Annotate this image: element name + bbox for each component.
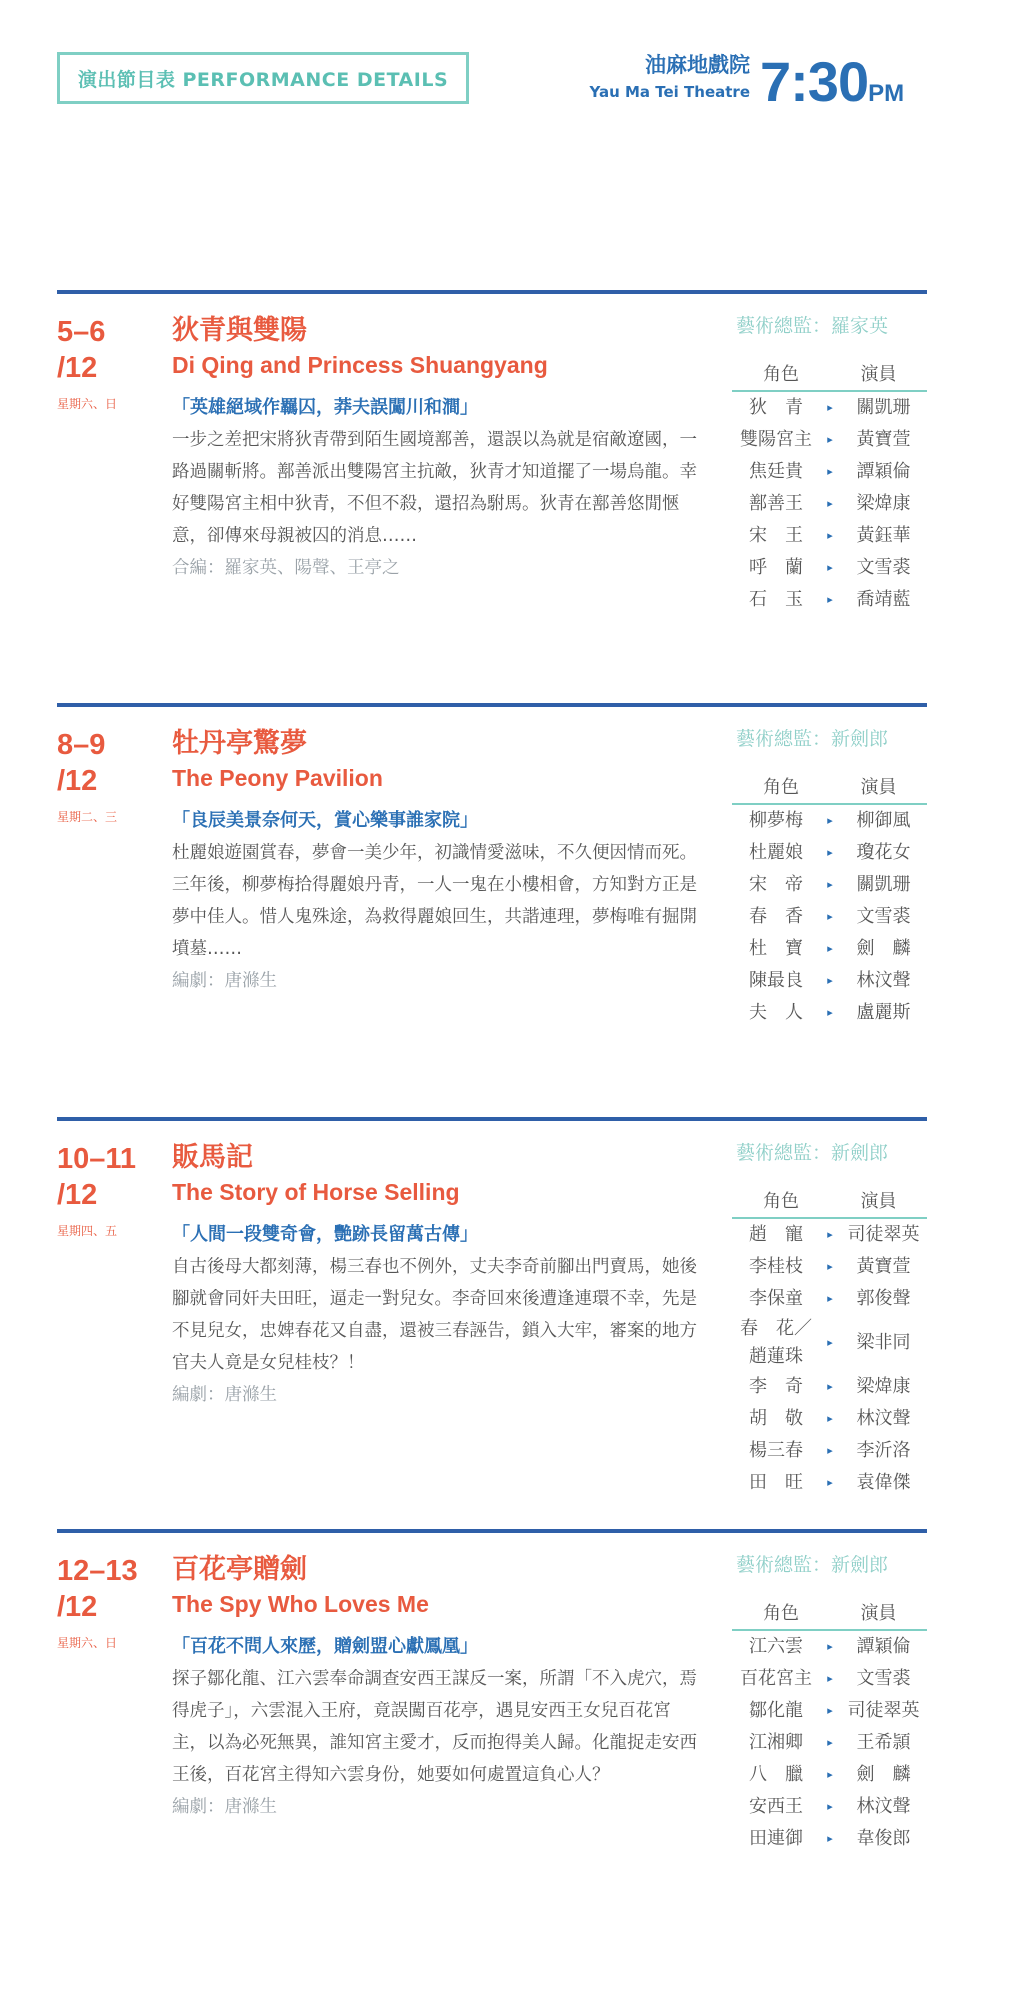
arrow-icon: ▸ xyxy=(827,878,833,891)
synopsis-text: 杜麗娘遊園賞春，夢會一美少年，初識情愛滋味，不久便因情而死。三年後，柳夢梅拾得麗娘丹青，一人一鬼在小樓相會，方知對方正是夢中佳人。惜人鬼殊途，為救得麗娘回生，共諧連理，夢梅唯有掘開墳墓…… xyxy=(172,843,697,959)
cast-actor: 司徒翠英 xyxy=(847,1224,920,1245)
cast-row xyxy=(732,488,927,520)
cast-actor: 劍 麟 xyxy=(856,1764,911,1785)
date-days: 12–13 xyxy=(57,1555,138,1587)
date-month: /12 xyxy=(57,352,98,384)
arrow-icon: ▸ xyxy=(827,1704,833,1717)
tagline: 「英雄絕域作羈囚，莽夫誤闖川和澗」 xyxy=(172,397,478,418)
performance-section xyxy=(57,1529,927,1849)
performance-date xyxy=(57,727,105,799)
weekday-label: 星期六、日 xyxy=(57,397,118,411)
cast-actor: 梁煒康 xyxy=(856,493,911,514)
section-divider xyxy=(57,290,927,294)
arrow-icon: ▸ xyxy=(827,593,833,606)
cast-header-actor: 演員 xyxy=(860,364,897,385)
artistic-director: 藝術總監：羅家英 xyxy=(735,315,888,337)
cast-row xyxy=(732,1631,927,1663)
cast-actor: 黃寶萱 xyxy=(856,429,911,450)
performance-date xyxy=(57,314,105,386)
cast-actor: 林汶聲 xyxy=(856,1796,911,1817)
cast-role: 李保童 xyxy=(749,1288,803,1309)
cast-role: 杜麗娘 xyxy=(749,842,803,863)
title-english: Di Qing and Princess Shuangyang xyxy=(172,352,548,378)
title-english: The Peony Pavilion xyxy=(172,765,383,791)
cast-actor: 盧麗斯 xyxy=(856,1002,911,1023)
cast-role: 百花宮主 xyxy=(740,1668,812,1689)
cast-row xyxy=(732,869,927,901)
cast-actor: 司徒翠英 xyxy=(847,1700,920,1721)
venue-name-en: Yau Ma Tei Theatre xyxy=(589,83,750,101)
cast-actor: 文雪裘 xyxy=(856,1668,911,1689)
cast-actor: 黃鈺華 xyxy=(856,525,911,546)
arrow-icon: ▸ xyxy=(827,465,833,478)
arrow-icon: ▸ xyxy=(827,1672,833,1685)
cast-row xyxy=(732,1823,927,1855)
cast-role: 呼 蘭 xyxy=(749,557,803,578)
arrow-icon: ▸ xyxy=(827,1260,833,1273)
cast-actor: 譚穎倫 xyxy=(856,461,911,482)
venue-name-zh: 油麻地戲院 xyxy=(645,53,750,77)
arrow-icon: ▸ xyxy=(827,401,833,414)
performance-section xyxy=(57,703,927,1023)
cast-actor: 瓊花女 xyxy=(856,842,911,863)
cast-header-role: 角色 xyxy=(763,1603,799,1624)
date-days: 5–6 xyxy=(57,316,106,348)
date-month: /12 xyxy=(57,1591,98,1623)
cast-role: 夫 人 xyxy=(749,1002,803,1023)
cast-header-actor: 演員 xyxy=(860,1191,897,1212)
cast-row xyxy=(732,1467,927,1499)
cast-role: 雙陽宮主 xyxy=(740,429,812,450)
cast-actor: 梁煒康 xyxy=(856,1376,911,1397)
cast-actor: 韋俊郎 xyxy=(856,1828,911,1849)
cast-row xyxy=(732,1315,927,1371)
cast-header xyxy=(732,360,927,392)
cast-actor: 黃寶萱 xyxy=(856,1256,911,1277)
artistic-director: 藝術總監：新劍郎 xyxy=(735,728,888,750)
cast-row xyxy=(732,424,927,456)
cast-actor: 關凱珊 xyxy=(856,874,911,895)
cast-row xyxy=(732,837,927,869)
arrow-icon: ▸ xyxy=(827,1412,833,1425)
cast-table xyxy=(732,1187,927,1499)
cast-actor: 林汶聲 xyxy=(856,1408,911,1429)
performance-date xyxy=(57,1141,136,1213)
cast-header-actor: 演員 xyxy=(860,1603,897,1624)
cast-actor: 譚穎倫 xyxy=(856,1636,911,1657)
cast-header-role: 角色 xyxy=(763,777,799,798)
cast-role: 安西王 xyxy=(749,1796,803,1817)
synopsis xyxy=(172,1251,702,1411)
arrow-icon: ▸ xyxy=(827,1444,833,1457)
cast-row xyxy=(732,1283,927,1315)
cast-actor: 劍 麟 xyxy=(856,938,911,959)
cast-actor: 文雪裘 xyxy=(856,906,911,927)
cast-role: 八 臘 xyxy=(749,1764,803,1785)
cast-role: 陳最良 xyxy=(749,970,803,991)
writer-credit: 編劇：唐滌生 xyxy=(172,1385,277,1405)
cast-row xyxy=(732,1403,927,1435)
tagline: 「人間一段雙奇會，艷跡長留萬古傳」 xyxy=(172,1224,478,1245)
performance-section xyxy=(57,1117,927,1493)
cast-actor: 關凱珊 xyxy=(856,397,911,418)
weekday-label: 星期二、三 xyxy=(57,810,118,824)
cast-actor: 李沂洛 xyxy=(856,1440,911,1461)
cast-actor: 梁非同 xyxy=(856,1332,911,1353)
section-divider xyxy=(57,1529,927,1533)
cast-row xyxy=(732,456,927,488)
arrow-icon: ▸ xyxy=(827,814,833,827)
cast-row xyxy=(732,552,927,584)
arrow-icon: ▸ xyxy=(827,846,833,859)
cast-role: 楊三春 xyxy=(749,1440,803,1461)
performance-section xyxy=(57,290,927,610)
title-english: The Story of Horse Selling xyxy=(172,1179,460,1205)
arrow-icon: ▸ xyxy=(827,942,833,955)
cast-row xyxy=(732,1219,927,1251)
cast-role: 田連御 xyxy=(749,1828,803,1849)
arrow-icon: ▸ xyxy=(827,1736,833,1749)
synopsis xyxy=(172,1663,702,1823)
arrow-icon: ▸ xyxy=(827,497,833,510)
performance-date xyxy=(57,1553,138,1625)
arrow-icon: ▸ xyxy=(827,433,833,446)
cast-row xyxy=(732,901,927,933)
cast-role: 春 花／ 趙蓮珠 xyxy=(740,1318,812,1367)
show-time xyxy=(760,50,904,114)
arrow-icon: ▸ xyxy=(827,1800,833,1813)
arrow-icon: ▸ xyxy=(827,529,833,542)
cast-header-actor: 演員 xyxy=(860,777,897,798)
cast-role: 焦廷貴 xyxy=(749,461,803,482)
cast-actor: 王希頴 xyxy=(856,1732,911,1753)
arrow-icon: ▸ xyxy=(827,1380,833,1393)
artistic-director: 藝術總監：新劍郎 xyxy=(735,1554,888,1576)
weekday-label: 星期六、日 xyxy=(57,1636,118,1650)
cast-role: 江湘卿 xyxy=(749,1732,803,1753)
section-divider xyxy=(57,703,927,707)
arrow-icon: ▸ xyxy=(827,1640,833,1653)
tagline: 「良辰美景奈何天，賞心樂事誰家院」 xyxy=(172,810,478,831)
cast-row xyxy=(732,1695,927,1727)
cast-actor: 郭俊聲 xyxy=(856,1288,911,1309)
arrow-icon: ▸ xyxy=(827,1228,833,1241)
cast-header-role: 角色 xyxy=(763,364,799,385)
cast-role: 春 香 xyxy=(749,906,803,927)
arrow-icon: ▸ xyxy=(827,974,833,987)
synopsis-text: 自古後母大都刻薄，楊三春也不例外，丈夫李奇前腳出門賣馬，她後腳就會同奸夫田旺，逼走一對兒女。李奇回來後遭逢連環不幸，先是不見兒女，忠婢春花又自盡，還被三春誣告，鎖入大牢，審案的地方官夫人竟是女兒桂枝？！ xyxy=(172,1257,697,1373)
writer-credit: 編劇：唐滌生 xyxy=(172,1797,277,1817)
synopsis xyxy=(172,424,702,584)
date-month: /12 xyxy=(57,1179,98,1211)
cast-role: 鄯善王 xyxy=(749,493,803,514)
cast-header-role: 角色 xyxy=(763,1191,799,1212)
title-chinese: 狄青與雙陽 xyxy=(172,315,307,346)
section-divider xyxy=(57,1117,927,1121)
arrow-icon: ▸ xyxy=(827,1292,833,1305)
cast-actor: 林汶聲 xyxy=(856,970,911,991)
cast-role: 鄒化龍 xyxy=(749,1700,803,1721)
cast-table xyxy=(732,1599,927,1855)
show-time-suffix: PM xyxy=(868,80,905,107)
cast-header xyxy=(732,1599,927,1631)
section-tag: 演出節目表 PERFORMANCE DETAILS xyxy=(57,52,469,104)
cast-role: 柳夢梅 xyxy=(749,810,803,831)
arrow-icon: ▸ xyxy=(827,1336,833,1349)
date-days: 10–11 xyxy=(57,1143,137,1175)
cast-row xyxy=(732,520,927,552)
title-chinese: 百花亭贈劍 xyxy=(172,1554,307,1585)
cast-table xyxy=(732,773,927,1029)
writer-credit: 合編：羅家英、陽聲、王亭之 xyxy=(172,558,400,578)
synopsis xyxy=(172,837,702,997)
cast-row xyxy=(732,933,927,965)
arrow-icon: ▸ xyxy=(827,561,833,574)
arrow-icon: ▸ xyxy=(827,1768,833,1781)
cast-header xyxy=(732,1187,927,1219)
date-month: /12 xyxy=(57,765,98,797)
cast-row xyxy=(732,965,927,997)
cast-role: 江六雲 xyxy=(749,1636,803,1657)
cast-row xyxy=(732,1435,927,1467)
weekday-label: 星期四、五 xyxy=(57,1224,118,1238)
cast-role: 田 旺 xyxy=(749,1472,803,1493)
title-chinese: 販馬記 xyxy=(172,1142,253,1173)
arrow-icon: ▸ xyxy=(827,910,833,923)
show-time-value: 7:30 xyxy=(760,50,869,113)
cast-actor: 文雪裘 xyxy=(856,557,911,578)
venue-block xyxy=(580,50,750,104)
synopsis-text: 探子鄒化龍、江六雲奉命調查安西王謀反一案，所謂「不入虎穴，焉得虎子」，六雲混入王府，竟誤闖百花亭，遇見安西王女兒百花宮主，以為必死無異，誰知宮主愛才，反而抱得美人歸。化龍捉走安西王後，百花宮主得知六雲身份，她要如何處置這負心人？ xyxy=(172,1669,697,1785)
title-chinese: 牡丹亭驚夢 xyxy=(172,728,307,759)
writer-credit: 編劇：唐滌生 xyxy=(172,971,277,991)
cast-role: 石 玉 xyxy=(749,589,803,610)
cast-role: 李桂枝 xyxy=(749,1256,803,1277)
cast-role: 胡 敬 xyxy=(749,1408,803,1429)
date-days: 8–9 xyxy=(57,729,106,761)
cast-role: 杜 寶 xyxy=(749,938,803,959)
arrow-icon: ▸ xyxy=(827,1006,833,1019)
cast-row xyxy=(732,1371,927,1403)
arrow-icon: ▸ xyxy=(827,1476,833,1489)
cast-row xyxy=(732,392,927,424)
artistic-director: 藝術總監：新劍郎 xyxy=(735,1142,888,1164)
cast-row xyxy=(732,997,927,1029)
cast-row xyxy=(732,1251,927,1283)
cast-role: 趙 寵 xyxy=(749,1224,803,1245)
cast-role: 宋 王 xyxy=(749,525,803,546)
cast-actor: 柳御風 xyxy=(856,810,911,831)
cast-row xyxy=(732,1727,927,1759)
cast-row xyxy=(732,805,927,837)
cast-role: 李 奇 xyxy=(749,1376,803,1397)
cast-row xyxy=(732,1791,927,1823)
synopsis-text: 一步之差把宋將狄青帶到陌生國境鄯善，還誤以為就是宿敵遼國，一路過關斬將。鄯善派出雙陽宮主抗敵，狄青才知道擺了一場烏龍。幸好雙陽宮主相中狄青，不但不殺，還招為駙馬。狄青在鄯善悠閒愜意，卻傳來母親被囚的消息…… xyxy=(172,430,697,546)
arrow-icon: ▸ xyxy=(827,1832,833,1845)
cast-actor: 喬靖藍 xyxy=(856,589,911,610)
cast-row xyxy=(732,1663,927,1695)
cast-actor: 袁偉傑 xyxy=(856,1472,911,1493)
cast-table xyxy=(732,360,927,616)
cast-header xyxy=(732,773,927,805)
title-english: The Spy Who Loves Me xyxy=(172,1591,429,1617)
cast-row xyxy=(732,1759,927,1791)
cast-role: 狄 青 xyxy=(749,397,803,418)
tagline: 「百花不問人來歷，贈劍盟心獻鳳凰」 xyxy=(172,1636,478,1657)
cast-role: 宋 帝 xyxy=(749,874,803,895)
cast-row xyxy=(732,584,927,616)
